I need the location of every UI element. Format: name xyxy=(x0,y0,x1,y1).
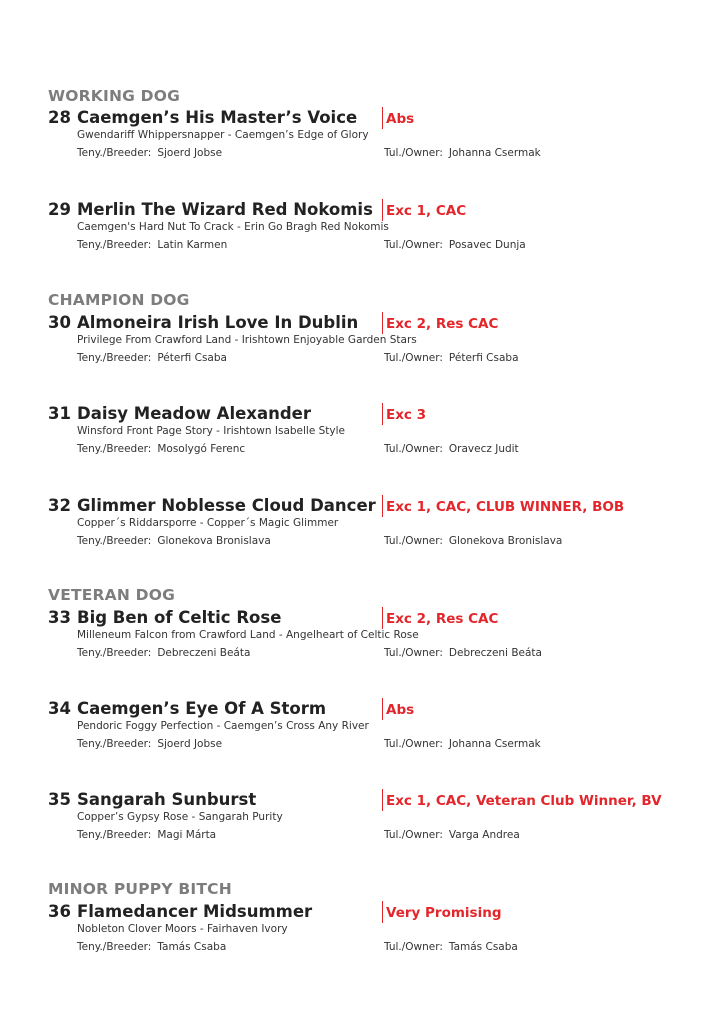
dog-name: Daisy Meadow Alexander xyxy=(77,404,311,423)
breeder-line xyxy=(77,737,222,751)
owner-name: Tamás Csaba xyxy=(448,941,518,953)
owner-label: Tul./Owner: xyxy=(384,647,443,659)
entry-34 xyxy=(0,699,724,755)
breeder-name: Glonekova Bronislava xyxy=(157,535,271,547)
owner-line xyxy=(384,146,541,160)
owner-line xyxy=(384,940,518,954)
dog-name: Flamedancer Midsummer xyxy=(77,902,313,921)
breeder-label: Teny./Breeder: xyxy=(77,647,152,659)
result-text: Exc 1, CAC, CLUB WINNER, BOB xyxy=(382,495,624,517)
entry-number: 34 xyxy=(48,699,71,718)
breeder-label: Teny./Breeder: xyxy=(77,147,152,159)
entry-number: 28 xyxy=(48,108,71,127)
breeder-name: Sjoerd Jobse xyxy=(157,147,223,159)
entry-number: 29 xyxy=(48,200,71,219)
entry-number: 33 xyxy=(48,608,71,627)
result-text: Exc 2, Res CAC xyxy=(382,607,498,629)
entry-33 xyxy=(0,608,724,664)
owner-line xyxy=(384,828,520,842)
entry-30 xyxy=(0,313,724,369)
dog-name: Merlin The Wizard Red Nokomis xyxy=(77,200,373,219)
breeder-line xyxy=(77,534,271,548)
owner-name: Johanna Csermak xyxy=(448,738,541,750)
result-text: Very Promising xyxy=(382,901,501,923)
result-text: Exc 3 xyxy=(382,403,426,425)
breeder-line xyxy=(77,940,226,954)
owner-name: Oravecz Judit xyxy=(448,443,519,455)
class-heading-veteran-dog: VETERAN DOG xyxy=(48,586,176,604)
entry-number: 35 xyxy=(48,790,71,809)
breeder-line xyxy=(77,646,250,660)
owner-label: Tul./Owner: xyxy=(384,738,443,750)
owner-name: Debreczeni Beáta xyxy=(448,647,542,659)
parents-text: Gwendariff Whippersnapper - Caemgen’s Edge of Glory xyxy=(77,129,369,141)
parents-text: Pendoric Foggy Perfection - Caemgen’s Cross Any River xyxy=(77,720,369,732)
entry-29 xyxy=(0,200,724,256)
owner-name: Posavec Dunja xyxy=(448,239,526,251)
entry-31 xyxy=(0,404,724,460)
dog-name: Sangarah Sunburst xyxy=(77,790,257,809)
breeder-name: Sjoerd Jobse xyxy=(157,738,223,750)
breeder-line xyxy=(77,351,227,365)
entry-35 xyxy=(0,790,724,846)
entry-32 xyxy=(0,496,724,552)
breeder-label: Teny./Breeder: xyxy=(77,352,152,364)
owner-label: Tul./Owner: xyxy=(384,239,443,251)
owner-line xyxy=(384,442,519,456)
owner-line xyxy=(384,646,542,660)
breeder-name: Latin Karmen xyxy=(157,239,228,251)
entry-number: 30 xyxy=(48,313,71,332)
parents-text: Nobleton Clover Moors - Fairhaven Ivory xyxy=(77,923,288,935)
entry-number: 32 xyxy=(48,496,71,515)
result-text: Exc 1, CAC, Veteran Club Winner, BV xyxy=(382,789,662,811)
owner-label: Tul./Owner: xyxy=(384,147,443,159)
result-text: Exc 2, Res CAC xyxy=(382,312,498,334)
owner-name: Johanna Csermak xyxy=(448,147,541,159)
owner-line xyxy=(384,351,519,365)
dog-name: Caemgen’s Eye Of A Storm xyxy=(77,699,327,718)
breeder-name: Péterfi Csaba xyxy=(157,352,227,364)
parents-text: Milleneum Falcon from Crawford Land - Angelheart of Celtic Rose xyxy=(77,629,419,641)
result-text: Abs xyxy=(382,698,414,720)
owner-line xyxy=(384,534,562,548)
breeder-line xyxy=(77,238,227,252)
owner-name: Glonekova Bronislava xyxy=(448,535,563,547)
class-heading-champion-dog: CHAMPION DOG xyxy=(48,291,190,309)
breeder-name: Magi Márta xyxy=(157,829,217,841)
entry-36 xyxy=(0,902,724,958)
owner-label: Tul./Owner: xyxy=(384,941,443,953)
entry-number: 36 xyxy=(48,902,71,921)
result-text: Exc 1, CAC xyxy=(382,199,466,221)
parents-text: Caemgen's Hard Nut To Crack - Erin Go Bragh Red Nokomis xyxy=(77,221,389,233)
dog-name: Big Ben of Celtic Rose xyxy=(77,608,282,627)
breeder-line xyxy=(77,442,245,456)
class-heading-minor-puppy-bitch: MINOR PUPPY BITCH xyxy=(48,880,232,898)
breeder-label: Teny./Breeder: xyxy=(77,738,152,750)
owner-label: Tul./Owner: xyxy=(384,829,443,841)
entry-28 xyxy=(0,108,724,164)
breeder-name: Mosolygó Ferenc xyxy=(157,443,246,455)
parents-text: Copper´s Riddarsporre - Copper´s Magic Glimmer xyxy=(77,517,339,529)
owner-name: Péterfi Csaba xyxy=(448,352,519,364)
breeder-line xyxy=(77,828,216,842)
dog-name: Glimmer Noblesse Cloud Dancer xyxy=(77,496,376,515)
entry-number: 31 xyxy=(48,404,71,423)
breeder-name: Debreczeni Beáta xyxy=(157,647,251,659)
parents-text: Privilege From Crawford Land - Irishtown Enjoyable Garden Stars xyxy=(77,334,417,346)
parents-text: Winsford Front Page Story - Irishtown Isabelle Style xyxy=(77,425,346,437)
owner-line xyxy=(384,737,541,751)
dog-name: Caemgen’s His Master’s Voice xyxy=(77,108,358,127)
breeder-label: Teny./Breeder: xyxy=(77,941,152,953)
breeder-name: Tamás Csaba xyxy=(157,941,227,953)
breeder-label: Teny./Breeder: xyxy=(77,829,152,841)
owner-label: Tul./Owner: xyxy=(384,443,443,455)
parents-text: Copper’s Gypsy Rose - Sangarah Purity xyxy=(77,811,283,823)
class-heading-working-dog: WORKING DOG xyxy=(48,87,181,105)
owner-label: Tul./Owner: xyxy=(384,352,443,364)
owner-line xyxy=(384,238,526,252)
owner-name: Varga Andrea xyxy=(448,829,520,841)
breeder-label: Teny./Breeder: xyxy=(77,443,152,455)
result-text: Abs xyxy=(382,107,414,129)
owner-label: Tul./Owner: xyxy=(384,535,443,547)
breeder-line xyxy=(77,146,222,160)
dog-name: Almoneira Irish Love In Dublin xyxy=(77,313,359,332)
breeder-label: Teny./Breeder: xyxy=(77,535,152,547)
breeder-label: Teny./Breeder: xyxy=(77,239,152,251)
